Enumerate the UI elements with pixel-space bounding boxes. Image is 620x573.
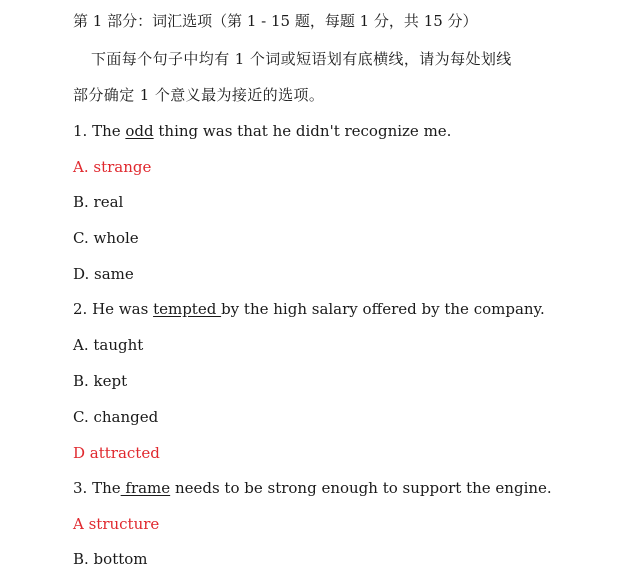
question-1-option-d: D. same	[73, 265, 134, 283]
question-2-option-b: B. kept	[73, 372, 128, 390]
section-heading: 第 1 部分：词汇选项（第 1 - 15 题，每题 1 分，共 15 分）	[73, 12, 478, 30]
question-1	[73, 121, 451, 141]
question-1-suffix: thing was that he didn't recognize me.	[153, 122, 452, 140]
question-3-underlined: frame	[120, 479, 171, 497]
question-3	[73, 478, 552, 498]
question-2-option-c: C. changed	[73, 408, 159, 426]
question-1-underlined: odd	[125, 122, 154, 140]
question-2-underlined: tempted	[153, 300, 222, 318]
question-3-option-a: A structure	[73, 515, 160, 533]
question-3-option-b: B. bottom	[73, 550, 148, 568]
question-3-prefix: 3. The	[73, 479, 121, 497]
question-1-option-a: A. strange	[73, 158, 152, 176]
question-1-option-b: B. real	[73, 193, 124, 211]
question-2	[73, 299, 545, 319]
question-3-suffix: needs to be strong enough to support the engine.	[170, 479, 552, 497]
intro-line-2: 部分确定 1 个意义最为接近的选项。	[73, 86, 325, 104]
question-2-suffix: by the high salary offered by the company.	[221, 300, 545, 318]
intro-line-1: 下面每个句子中均有 1 个词或短语划有底横线，请为每处划线	[91, 50, 512, 68]
question-1-prefix: 1. The	[73, 122, 126, 140]
question-2-option-d: D attracted	[73, 444, 160, 462]
question-1-option-c: C. whole	[73, 229, 139, 247]
question-2-option-a: A. taught	[73, 336, 144, 354]
question-2-prefix: 2. He was	[73, 300, 154, 318]
